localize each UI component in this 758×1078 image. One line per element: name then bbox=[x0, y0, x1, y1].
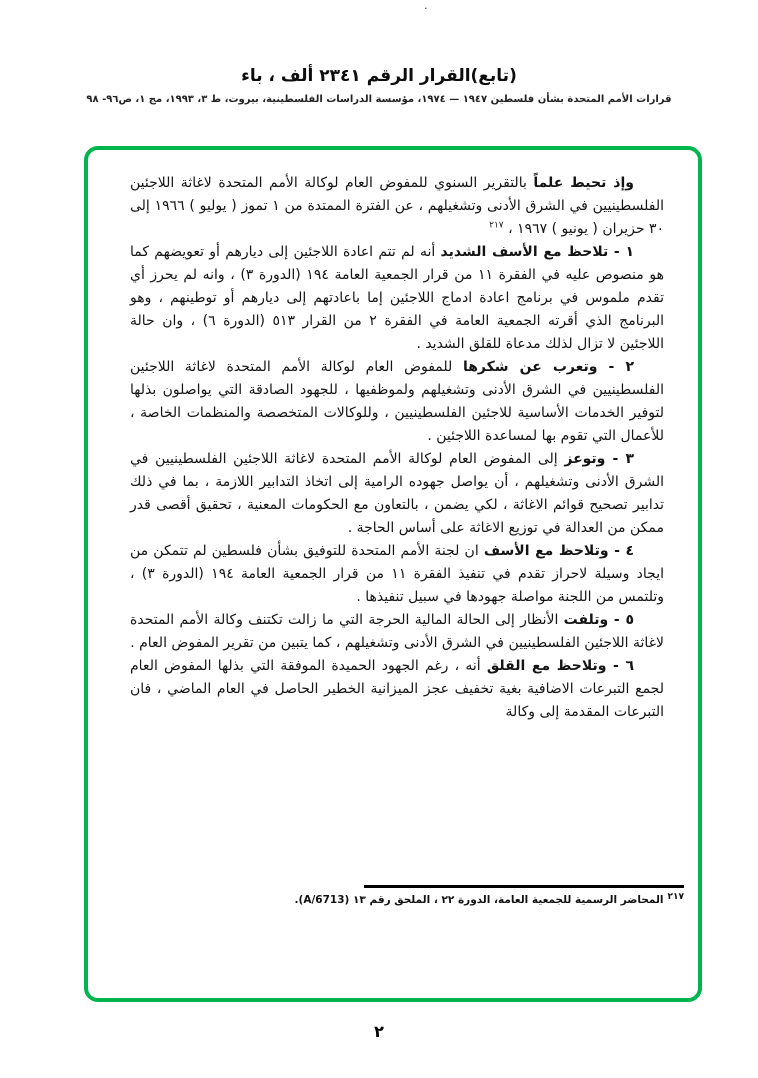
resolution-body bbox=[130, 172, 664, 724]
paragraph-lead: ٦ - وتلاحظ مع القلق bbox=[486, 658, 634, 674]
footnote-marker: ٢١٧ bbox=[667, 891, 684, 902]
paragraph-lead: ٤ - وتلاحظ مع الأسف bbox=[483, 543, 634, 559]
resolution-title: (تابع)القرار الرقم ٢٣٤١ ألف ، باء bbox=[241, 66, 517, 86]
paragraph-3 bbox=[130, 448, 664, 540]
paragraph-6 bbox=[130, 655, 664, 724]
paragraph-1 bbox=[130, 241, 664, 356]
paragraph-lead: ٥ - وتلفت bbox=[563, 612, 634, 628]
paragraph-text: بالتقرير السنوي للمفوض العام لوكالة الأمم المتحدة لاغاثة اللاجئين الفلسطينيين في الشرق الأدنى وتشغيلهم ، عن الفترة الممتدة من ١ تموز ( يوليو ) ١٩٦٦ إلى ٣٠ حزيران ( يونيو ) ١٩٦٧ ، bbox=[130, 175, 664, 237]
paragraph-lead: ٢ - وتعرب عن شكرها bbox=[462, 359, 634, 375]
paragraph-lead: ٣ - وتوعز bbox=[564, 451, 634, 467]
paragraph-text: ان لجنة الأمم المتحدة للتوفيق بشأن فلسطين لم تتمكن من ايجاد وسيلة لاحراز تقدم في تنفيذ الفقرة ١١ من قرار الجمعية العامة ١٩٤ (الدورة ٣) ، وتلتمس من اللجنة مواصلة جهودها في سبيل تنفيذها . bbox=[130, 543, 664, 605]
paragraph-lead: ١ - تلاحظ مع الأسف الشديد bbox=[440, 244, 634, 260]
footnote-text: المحاضر الرسمية للجمعية العامة، الدورة ٢٢ ، الملحق رقم ١٣ (A/6713). bbox=[294, 894, 664, 906]
paragraph-4 bbox=[130, 540, 664, 609]
footnote-ref: ٢١٧ bbox=[489, 220, 504, 231]
paragraph-text: إلى المفوض العام لوكالة الأمم المتحدة لاغاثة اللاجئين الفلسطينيين في الشرق الأدنى وتشغيلهم ، أن يواصل جهوده الرامية إلى اتخاذ التدابير اللازمة ، بما في ذلك تدابير تصحيح قوائم الاغاثة ، لكي يضمن ، بالتعاون مع الحكومات المعنية ، تحقيق أقصى قدر ممكن من العدالة في توزيع الاغاثة على أساس الحاجة . bbox=[130, 451, 664, 536]
paragraph-text: أنه لم تتم اعادة اللاجئين إلى ديارهم أو تعويضهم كما هو منصوص عليه في الفقرة ١١ من قرار الجمعية العامة ١٩٤ (الدورة ٣) ، وانه لم يحرز أي تقدم ملموس في برنامج اعادة ادماج اللاجئين إما باعادتهم إلى ديارهم أو توطينهم ، وهو البرنامج الذي أقرته الجمعية العامة في الفقرة ٢ من القرار ٥١٣ (الدورة ٦) ، وان حالة اللاجئين لا تزال لذلك مدعاة للقلق الشديد . bbox=[130, 244, 664, 352]
footnote bbox=[130, 891, 684, 906]
footnote-area bbox=[130, 885, 684, 906]
top-mark: · bbox=[424, 2, 428, 15]
paragraph-text: للمفوض العام لوكالة الأمم المتحدة لاغاثة اللاجئين الفلسطينيين في الشرق الأدنى وتشغيلهم ولموظفيها ، للجهود الصادقة التي يواصلون بذلها لتوفير الخدمات الأساسية للاجئين الفلسطينيين ، وللوكالات المتخصصة والمنظمات الخاصة ، للأعمال التي تقوم بها لمساعدة اللاجئين . bbox=[130, 359, 664, 444]
paragraph-preamble bbox=[130, 172, 664, 241]
paragraph-5 bbox=[130, 609, 664, 655]
page-header bbox=[0, 66, 758, 105]
footnote-rule bbox=[364, 885, 684, 888]
source-citation: قرارات الأمم المتحدة بشأن فلسطين ١٩٤٧ — ١٩٧٤، مؤسسة الدراسات الفلسطينية، بيروت، ط ٣، ١٩٩٣، مج ١، ص٩٦- ٩٨ bbox=[86, 94, 672, 105]
paragraph-text: أنه ، رغم الجهود الحميدة الموفقة التي بذلها المفوض العام لجمع التبرعات الاضافية بغية تخفيف عجز الميزانية الخطير الحاصل في العام الماضي ، فان التبرعات المقدمة إلى وكالة bbox=[130, 658, 664, 720]
green-frame bbox=[84, 146, 702, 1002]
paragraph-text: الأنظار إلى الحالة المالية الحرجة التي ما زالت تكتنف وكالة الأمم المتحدة لاغاثة اللاجئين الفلسطينيين في الشرق الأدنى وتشغيلهم ، كما يتبين من تقرير المفوض العام . bbox=[130, 612, 664, 651]
paragraph-lead: وإذ تحيط علماً bbox=[533, 175, 634, 191]
page-number: ٢ bbox=[374, 1022, 384, 1041]
paragraph-2 bbox=[130, 356, 664, 448]
